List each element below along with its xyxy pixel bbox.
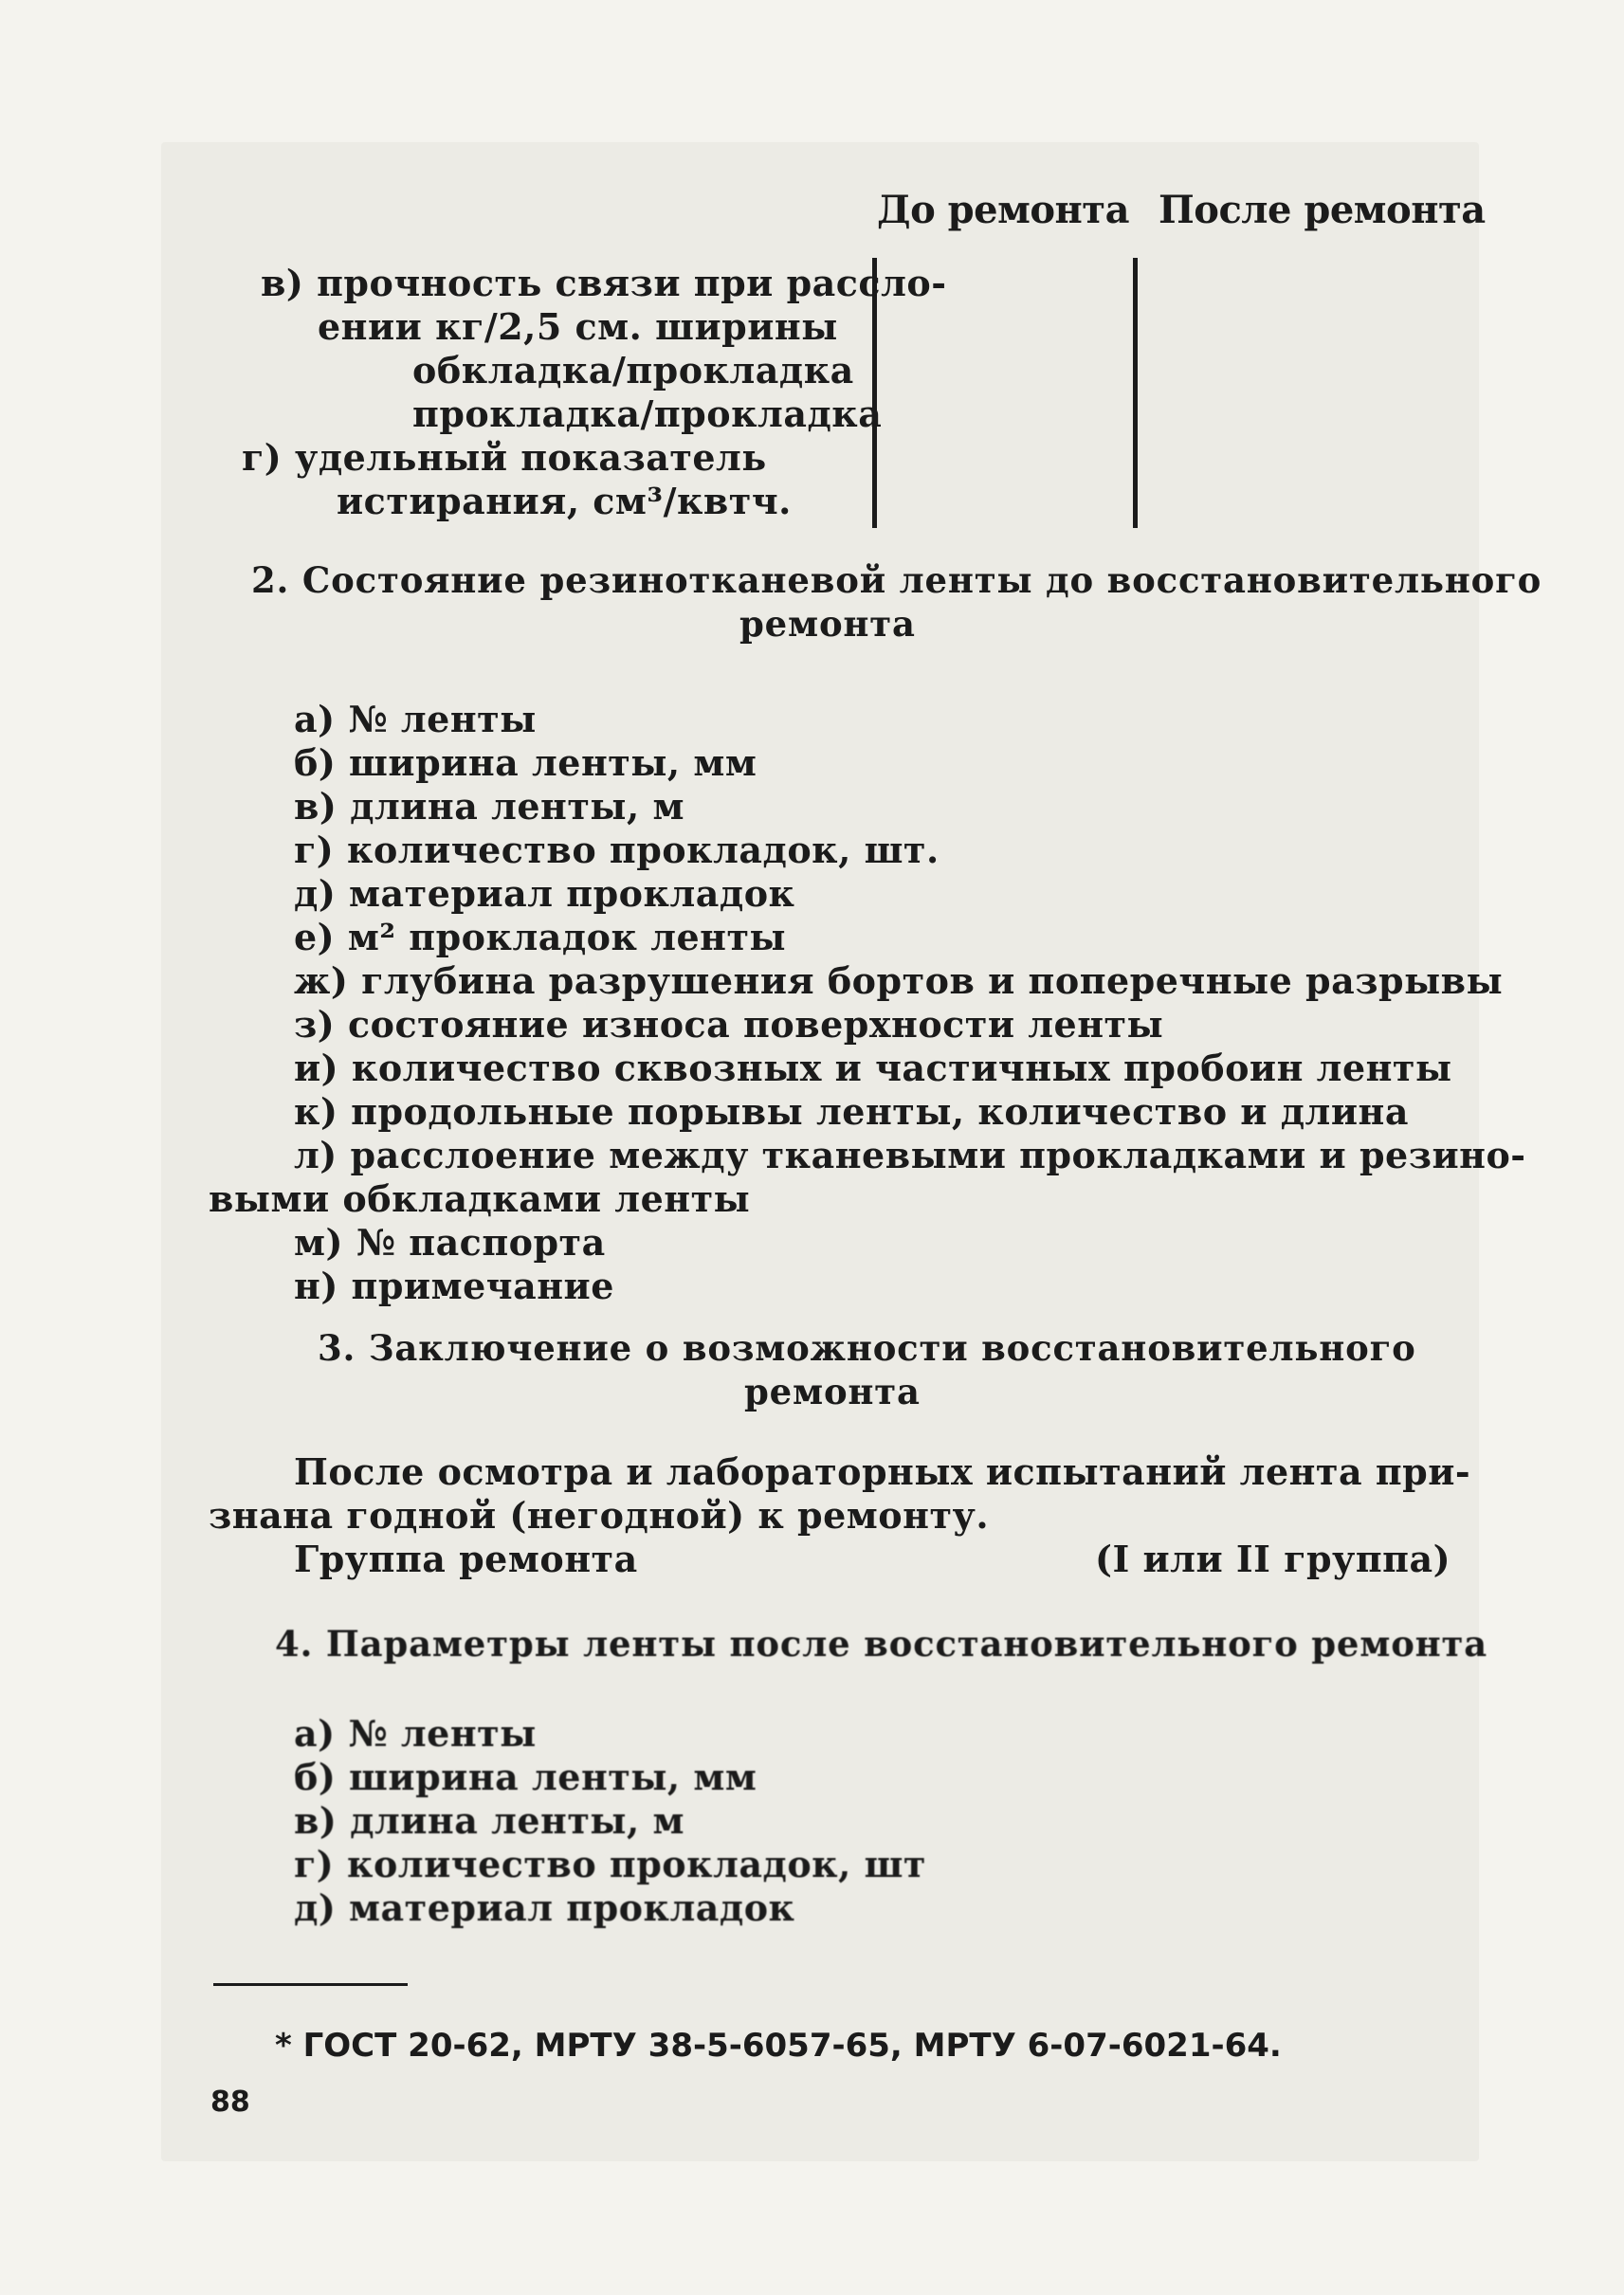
list-item: а) № ленты: [294, 1712, 537, 1755]
list-item: а) № ленты: [294, 698, 537, 740]
table-divider-right: [1133, 258, 1138, 528]
list-item: к) продольные порывы ленты, количество и длина: [294, 1090, 1409, 1133]
footnote-divider: [213, 1983, 408, 1986]
list-item: и) количество сквозных и частичных пробоин ленты: [294, 1047, 1452, 1089]
table-row-label: обкладка/прокладка: [412, 349, 854, 392]
conclusion-paragraph-continued: знана годной (негодной) к ремонту.: [209, 1494, 990, 1537]
section-2-title-continued: ремонта: [739, 603, 916, 645]
list-item: ж) глубина разрушения бортов и поперечные разрывы: [294, 959, 1504, 1002]
list-item: л) расслоение между тканевыми прокладками и резино-: [294, 1134, 1526, 1176]
table-row-label: в) прочность связи при рассло-: [261, 262, 947, 304]
section-4-title: 4. Параметры ленты после восстановительного ремонта: [275, 1623, 1488, 1665]
table-row-label: г) удельный показатель: [242, 436, 767, 479]
repair-group-label: Группа ремонта: [294, 1538, 638, 1580]
list-item: м) № паспорта: [294, 1221, 606, 1264]
section-3-title-continued: ремонта: [744, 1371, 921, 1412]
conclusion-paragraph: После осмотра и лабораторных испытаний лента при-: [294, 1450, 1471, 1493]
page-number: 88: [210, 2086, 250, 2119]
list-item: д) материал прокладок: [294, 1886, 795, 1929]
table-row-label: истирания, см³/квтч.: [337, 480, 792, 522]
list-item: б) ширина ленты, мм: [294, 741, 757, 784]
list-item: н) примечание: [294, 1265, 614, 1307]
table-row-label: ении кг/2,5 см. ширины: [318, 305, 838, 348]
section-2-title: 2. Состояние резинотканевой ленты до восстановительного: [251, 559, 1542, 601]
table-row-label: прокладка/прокладка: [412, 392, 883, 435]
list-item: г) количество прокладок, шт: [294, 1843, 926, 1885]
list-item-continued: выми обкладками ленты: [209, 1177, 751, 1220]
footnote: * ГОСТ 20-62, МРТУ 38-5-6057-65, МРТУ 6-07-6021-64.: [275, 2027, 1282, 2065]
list-item: б) ширина ленты, мм: [294, 1756, 757, 1798]
list-item: е) м² прокладок ленты: [294, 916, 787, 958]
list-item: в) длина ленты, м: [294, 785, 684, 828]
repair-group-value: (I или II группа): [1095, 1538, 1451, 1580]
section-3-title: 3. Заключение о возможности восстановительного: [318, 1327, 1416, 1369]
list-item: в) длина ленты, м: [294, 1799, 684, 1842]
column-header-after-repair: После ремонта: [1159, 188, 1486, 232]
column-header-before-repair: До ремонта: [877, 188, 1129, 232]
list-item: г) количество прокладок, шт.: [294, 829, 940, 871]
list-item: з) состояние износа поверхности ленты: [294, 1003, 1164, 1046]
list-item: д) материал прокладок: [294, 872, 795, 915]
